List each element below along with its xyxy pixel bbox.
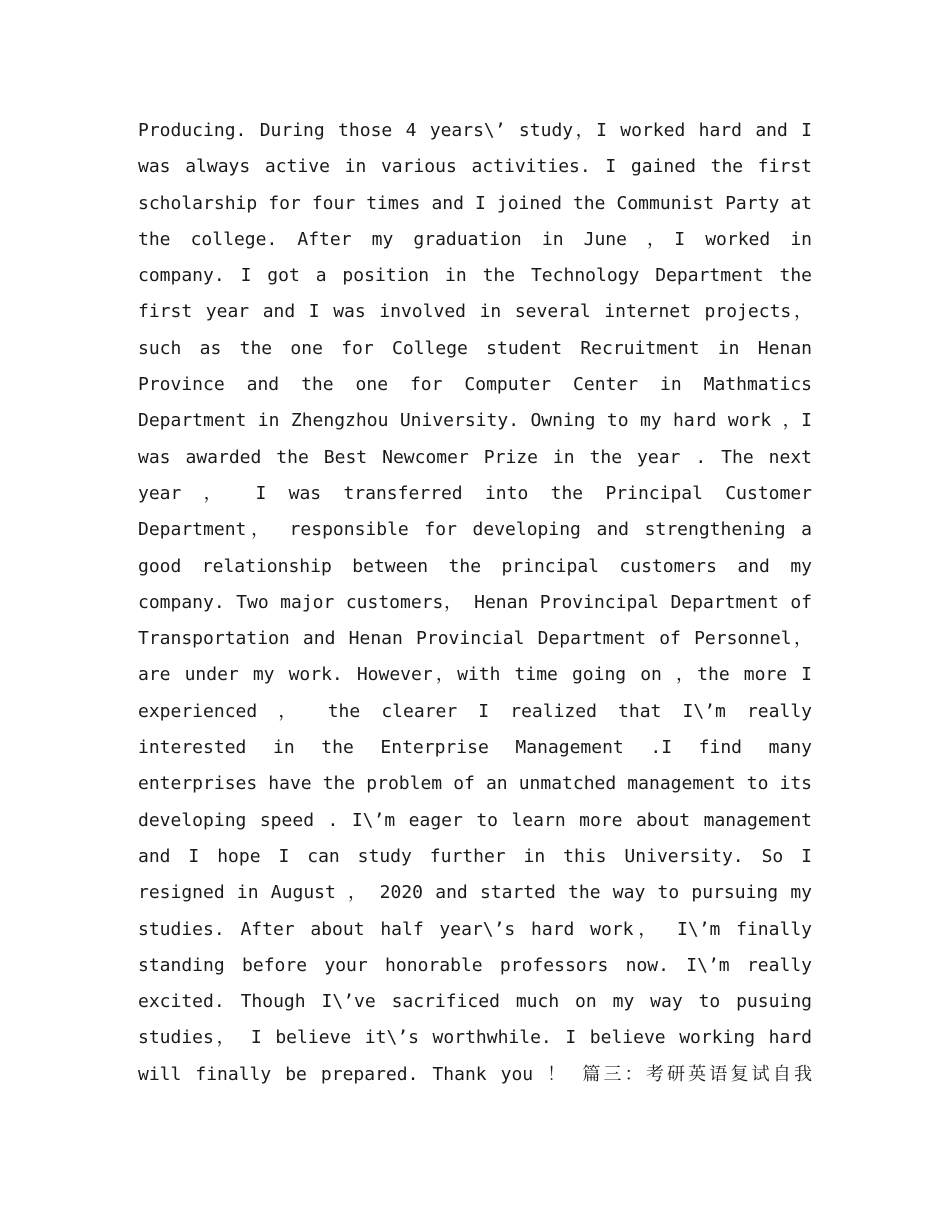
- text-line: developing speed . I\’m eager to learn more about management: [138, 809, 812, 831]
- text-line: year ， I was transferred into the Principal Customer: [138, 482, 812, 504]
- text-line: experienced ， the clearer I realized that I\’m really: [138, 700, 812, 722]
- text-line: the college. After my graduation in June ，I worked in: [138, 228, 812, 250]
- text-line: first year and I was involved in several internet projects，: [138, 301, 812, 323]
- text-line: studies. After about half year\’s hard work， I\’m finally: [138, 918, 812, 940]
- text-line: company. I got a position in the Technology Department the: [138, 265, 812, 287]
- text-line: interested in the Enterprise Management .I find many: [138, 737, 812, 759]
- body-text: [138, 113, 812, 1093]
- text-line: was awarded the Best Newcomer Prize in the year . The next: [138, 446, 812, 468]
- text-line: standing before your honorable professors now. I\’m really: [138, 954, 812, 976]
- text-line: good relationship between the principal customers and my: [138, 555, 812, 577]
- text-line: company. Two major customers， Henan Provincipal Department of: [138, 591, 812, 613]
- text-line: are under my work. However，with time going on ，the more I: [138, 664, 812, 686]
- text-line: Producing. During those 4 years\’ study，I worked hard and I: [138, 120, 812, 141]
- text-line: enterprises have the problem of an unmatched management to its: [138, 773, 812, 795]
- text-line: resigned in August ， 2020 and started the way to pursuing my: [138, 882, 812, 904]
- text-line: Transportation and Henan Provincial Department of Personnel，: [138, 628, 812, 650]
- text-line: such as the one for College student Recruitment in Henan: [138, 337, 812, 359]
- text-line: Province and the one for Computer Center in Mathmatics: [138, 374, 812, 396]
- text-line: was always active in various activities. I gained the first: [138, 156, 812, 178]
- text-line: studies， I believe it\’s worthwhile. I believe working hard: [138, 1027, 812, 1049]
- text-line: Department， responsible for developing and strengthening a: [138, 519, 812, 541]
- text-line: and I hope I can study further in this University. So I: [138, 845, 812, 867]
- text-line: Department in Zhengzhou University. Owning to my hard work ，I: [138, 410, 812, 432]
- text-line: excited. Though I\’ve sacrificed much on my way to pusuing: [138, 991, 812, 1013]
- text-line: will finally be prepared. Thank you ！ 篇三：考研英语复试自我: [138, 1063, 812, 1085]
- text-line: scholarship for four times and I joined the Communist Party at: [138, 192, 812, 214]
